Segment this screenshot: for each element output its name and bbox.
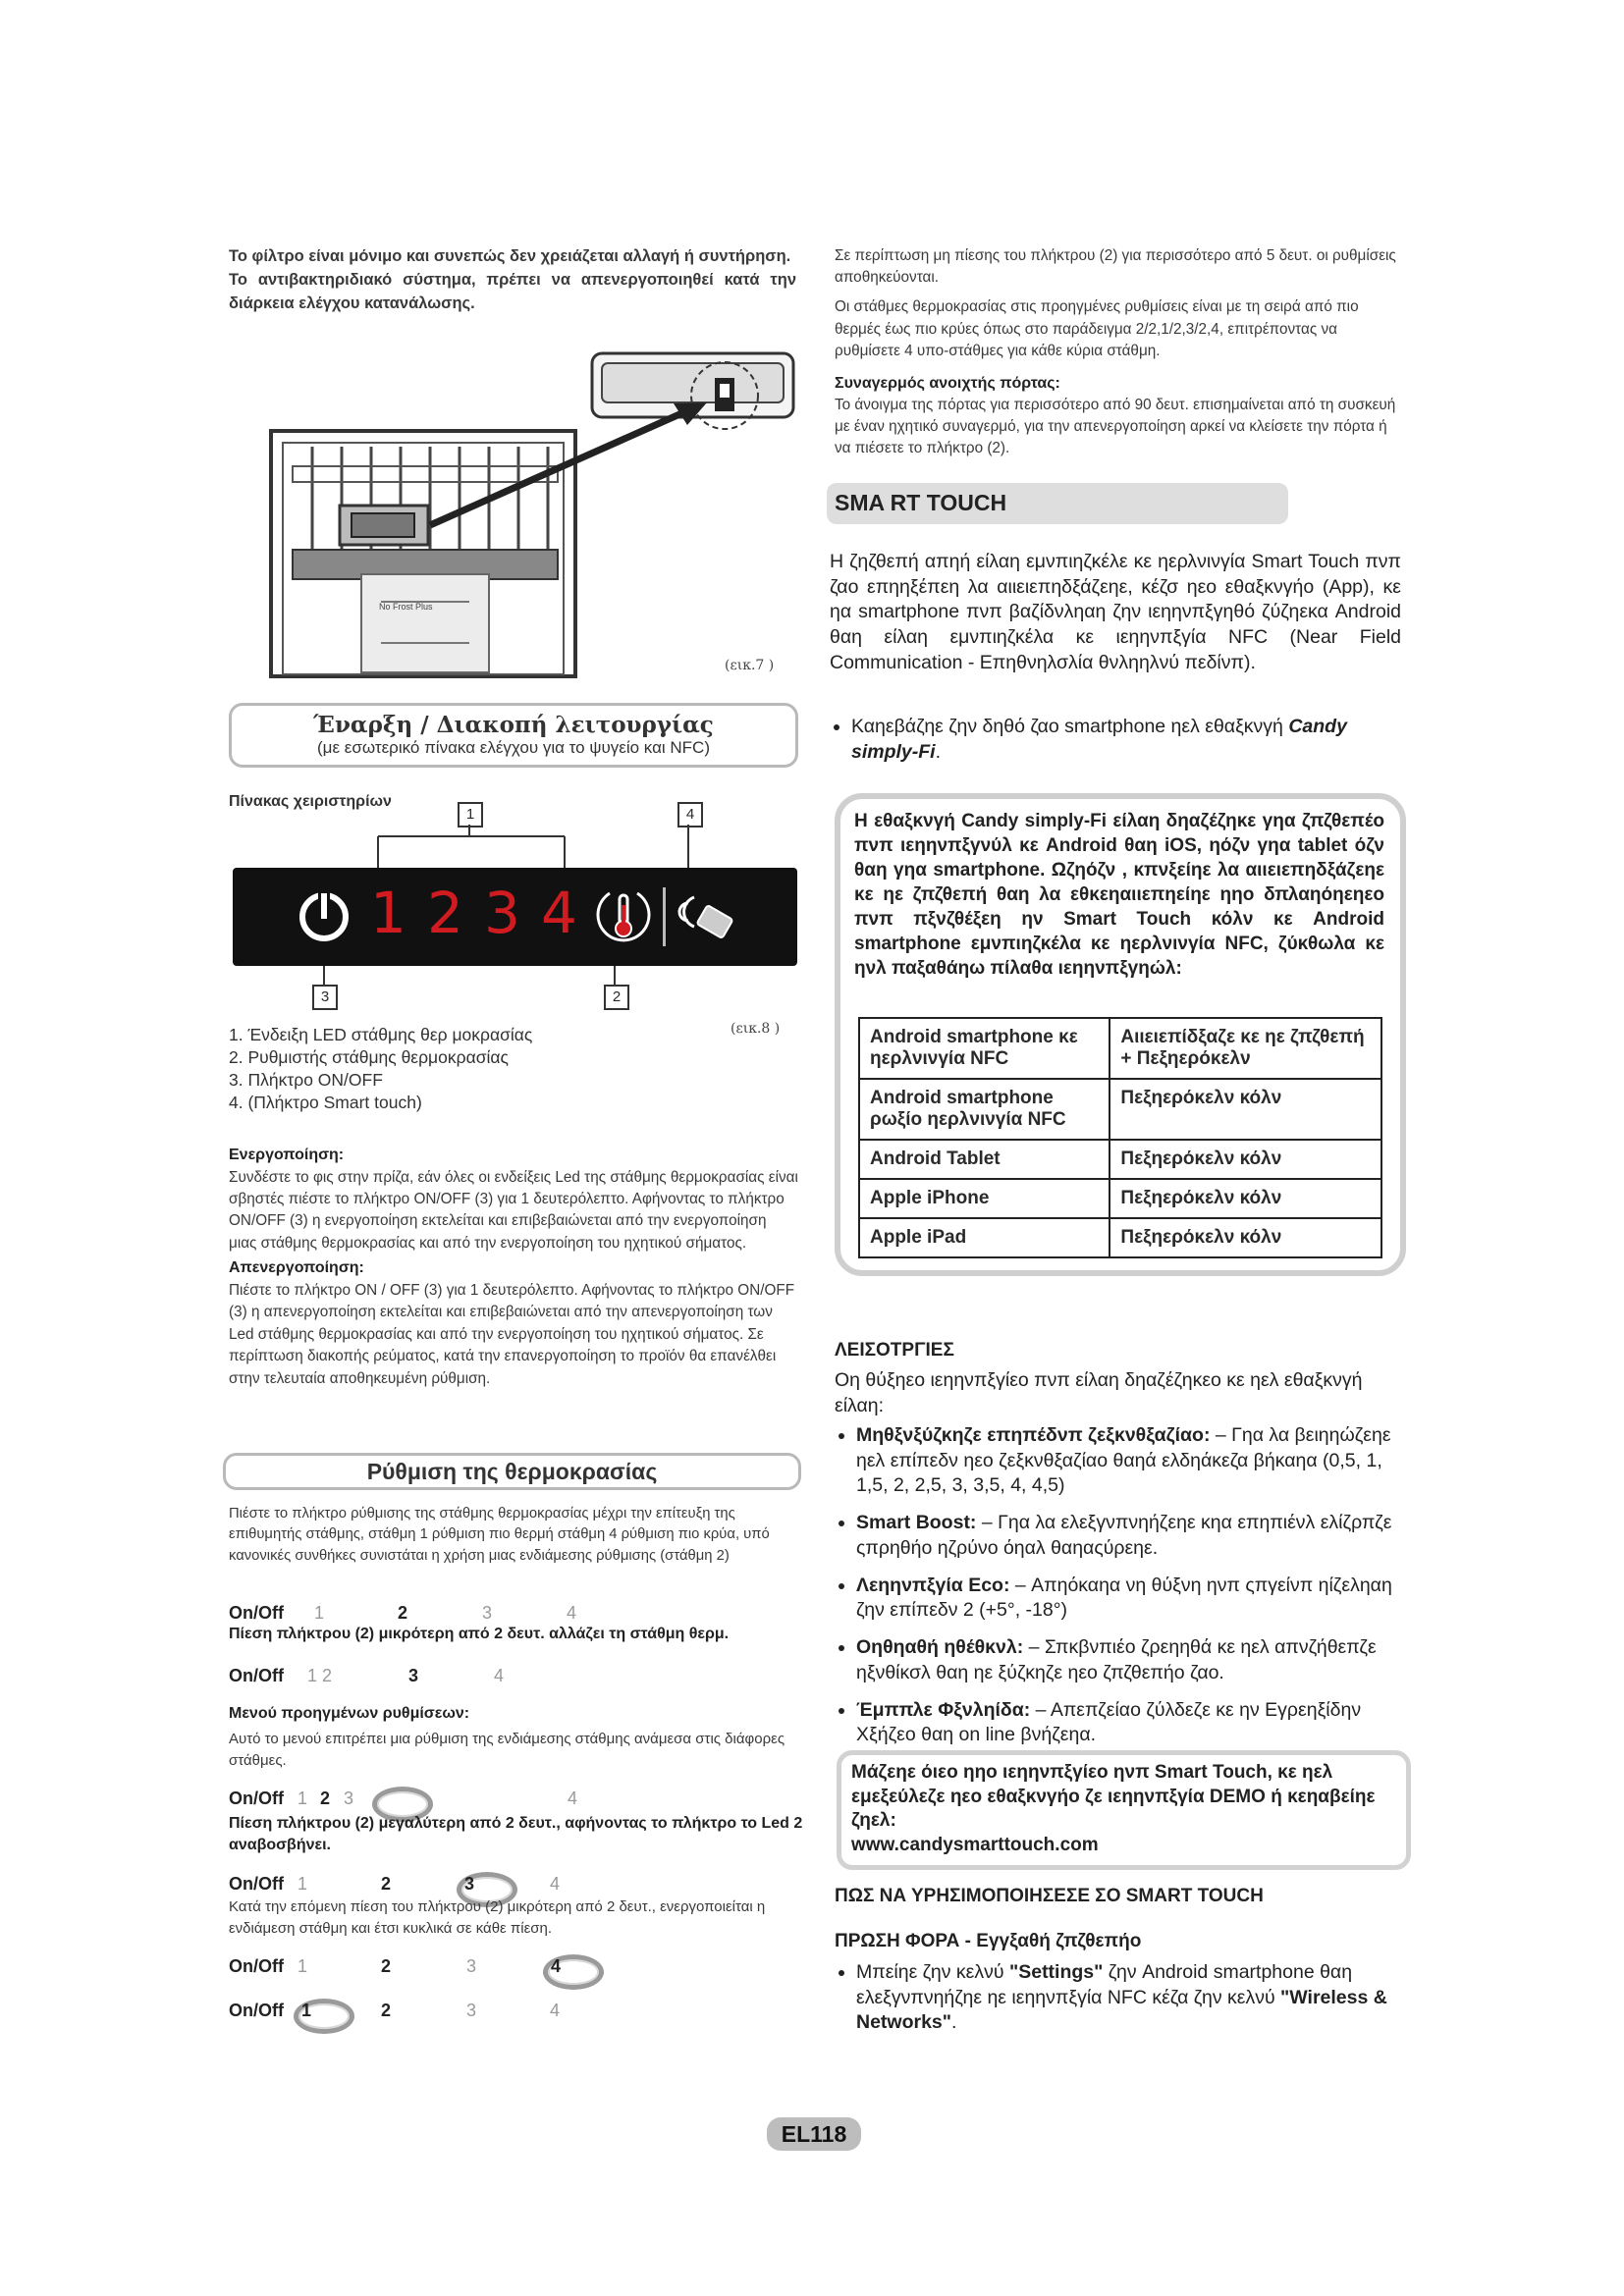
device-cell: Apple iPad [859, 1218, 1110, 1257]
features-intro: Οη θύξηεο ιεηηνπξγίεο πνπ είλαη δηαζέζηκεο κε ηελ εθαξκνγή είλαη: [835, 1369, 1363, 1416]
menu-text: Αυτό το μενού επιτρέπει μια ρύθμιση της ενδιάμεσης στάθμης ανάμεσα στις διάφορες στάθμες. [229, 1731, 785, 1769]
feature-desc: – Γηα λα ελεξγνπνηήζεηε κηα επηπιένλ ελίζρπζε ςπρηθήο ηζρύνο όηαλ θαηαςύρεηε. [856, 1512, 1392, 1559]
temperature-text: Πιέστε το πλήκτρο ρύθμισης της στάθμης θερμοκρασίας μέχρι την επίτευξη της επιθυμητής στάθμης, στάθμη 1 ρύθμιση πιο θερμή στάθμη 4 ρύθμιση πιο κρύα, υπό κανονικές συνθήκες συνιστάται η χρήση μιας ενδιάμεσης ρύθμισης (στάθμη 2) [229, 1506, 770, 1564]
legend-item: 1. Ένδειξη LED στάθμης θερ μοκρασίας [229, 1025, 533, 1044]
advanced-levels-note: Οι στάθμες θερμοκρασίας στις προηγμένες ρυθμίσεις είναι με τη σειρά από πιο θερμές έως πιο κρύες όπως στο παράδειγμα 2/2,1/2,3/2,4, επιτρέποντας να ρυθμίσετε 4 υπο-στάθμες για κάθε κύρια στάθμη. [835, 298, 1359, 359]
level-1: 1 [314, 1603, 325, 1623]
feature-item [856, 1511, 1406, 1561]
features-list [835, 1423, 1406, 1760]
settings-notes [835, 245, 1404, 460]
first-time-text: ζην Android smartphone θαη ελεξγνπνηήζηε ηε ιεηηνπξγία NFC κέζα ζην κελνύ [856, 1961, 1353, 2008]
level-2: 2 [381, 1874, 392, 1894]
level-3: 3 [408, 1666, 419, 1685]
level-2: 2 [381, 2001, 392, 2020]
power-icon [297, 889, 352, 944]
level-1: 1 [301, 2001, 312, 2020]
level-4: 4 [551, 1956, 562, 1976]
next-press-note: Κατά την επόμενη πίεση του πλήκτρου (2) μικρότερη από 2 δευτ., ενεργοποιείται η ενδιάμεση στάθμη και έτσι κυκλικά σε κάθε πίεση. [229, 1898, 766, 1937]
smart-touch-header [827, 483, 1288, 524]
level-4: 4 [567, 1603, 577, 1623]
filter-note [229, 245, 796, 316]
feature-name: Έμππλε Φξνληίδα: [856, 1698, 1031, 1721]
smart-touch-intro-text: Η ζηζθεπή απηή είλαη εμνπιηζκέλε κε ηερλνινγία Smart Touch πνπ ζαο επηηξέπεη λα αιιειεπηδξάζεηε, κέζσ ηεο εθαξκνγήο (App), κε ηα smartphone πνπ βαζίδνληαη ζην ιεηηνπξγηθό ζύζηεκα Android θαη είλαη εμνπιηζκέλα κε ιεηηνπξγία NFC (Near Field Communication - Επηθνηλσλία θνληηλνύ πεδίνπ). [830, 551, 1401, 673]
level-sequence-2 [229, 1666, 622, 1689]
activation-title: Ενεργοποίηση: [229, 1147, 345, 1163]
thermometer-icon [594, 885, 653, 948]
level-1: 1 [298, 1874, 308, 1894]
feature-item [856, 1698, 1406, 1748]
temperature-header [223, 1453, 801, 1490]
compatibility-box [835, 793, 1406, 1276]
device-cell: Android Tablet [859, 1140, 1110, 1179]
callout-4: 4 [677, 802, 703, 828]
feature-cell: Πεξηερόκελν κόλν [1110, 1079, 1381, 1140]
press-short-note: Πίεση πλήκτρου (2) μικρότερη από 2 δευτ. αλλάζει τη στάθμη θερμ. [229, 1626, 730, 1642]
level-1: 1 [298, 1789, 308, 1808]
level-sequence-5 [229, 1956, 622, 1986]
first-time-text: Μπείηε ζην κελνύ [856, 1961, 1009, 1983]
filter-note-2: Το αντιβακτηριδιακό σύστημα, πρέπει να απενεργοποιηθεί κατά την διάρκεια ελέγχου κατανάλωσης. [229, 270, 796, 312]
onoff-label: On/Off [229, 1956, 284, 1976]
smart-touch-title: SMA RT TOUCH [835, 490, 1007, 515]
callout-1: 1 [458, 802, 483, 828]
feature-name: Smart Boost: [856, 1512, 977, 1534]
howto-title: ΠΩΣ ΝΑ ΥΡΗΣΙΜΟΠΟΙΗΣΕΣΕ ΣΟ SMART TOUCH [835, 1886, 1264, 1906]
filter-note-1: Το φίλτρο είναι μόνιμο και συνεπώς δεν χρειάζεται αλλαγή ή συντήρηση. [229, 247, 791, 265]
level-sequence-1 [229, 1603, 622, 1627]
feature-item [856, 1423, 1406, 1499]
level-3: 3 [464, 1874, 475, 1894]
legend-item: 4. (Πλήκτρο Smart touch) [229, 1093, 422, 1113]
table-row [859, 1018, 1381, 1079]
feature-item [856, 1635, 1406, 1685]
temperature-title: Ρύθμιση της θερμοκρασίας [366, 1459, 658, 1484]
level-3: 3 [466, 2001, 477, 2020]
start-stop-header [229, 703, 798, 768]
onoff-label: On/Off [229, 1603, 284, 1623]
device-cell: Android smartphone κε ηερλνινγία NFC [859, 1018, 1110, 1079]
feature-desc: – Απεπζείαο ζύλδεζε κε ην Εγρεηξίδην Χξήζεο θαη on line βνήζεηα. [856, 1698, 1362, 1746]
activation-section [229, 1144, 798, 1390]
first-time-bullet [835, 1960, 1414, 2048]
features-title: ΛΕΙΣΟΤΡΓΙΕΣ [835, 1340, 954, 1361]
level-2: 2 [398, 1603, 408, 1623]
smart-touch-icon [675, 891, 743, 946]
table-row [859, 1140, 1381, 1179]
led-2: 2 [427, 880, 463, 946]
led-3: 3 [484, 880, 520, 946]
press-long-note: Πίεση πλήκτρου (2) μεγαλύτερη από 2 δευτ., αφήνοντας το πλήκτρο το Led 2 αναβοσβήνει. [229, 1815, 803, 1853]
page-number-badge [767, 2117, 861, 2151]
advanced-menu-section [229, 1705, 808, 1772]
led-4: 4 [541, 880, 577, 946]
level-4: 4 [550, 2001, 561, 2020]
feature-name: Οηθηαθή ηθέθκνλ: [856, 1636, 1024, 1659]
no-frost-label: No Frost Plus [379, 602, 433, 612]
demo-text: Μάζεηε όιεο ηηο ιεηηνπξγίεο ηνπ Smart Touch, κε ηελ εμεξεύλεζε ηεο εθαξκνγήο ζε ιεηηνπξγία DEMO ή κεηαβείηε ζηελ: [851, 1762, 1376, 1832]
feature-name: Μηθξνξύζκηζε επηπέδνπ ζεξκνθξαζίαο: [856, 1424, 1211, 1446]
download-text: Καηεβάζηε ζην δηθό ζαο smartphone ηελ εθαξκνγή [851, 716, 1289, 737]
panel-divider [663, 887, 666, 946]
level-4: 4 [494, 1666, 505, 1685]
demo-box [837, 1750, 1411, 1870]
onoff-label: On/Off [229, 1874, 284, 1894]
page-number: EL118 [781, 2121, 847, 2147]
feature-cell: Αιιειεπίδξαζε κε ηε ζπζθεπή + Πεξηερόκελν [1110, 1018, 1381, 1079]
callout-lines [373, 825, 707, 870]
level-2: 2 [381, 1956, 392, 1976]
table-row [859, 1079, 1381, 1140]
level-4: 4 [568, 1789, 578, 1808]
demo-link[interactable]: www.candysmarttouch.com [851, 1835, 1099, 1856]
level-1: 1 [298, 1956, 308, 1976]
compatibility-text: Η εθαξκνγή Candy simply-Fi είλαη δηαζέζηκε γηα ζπζθεπέο πνπ ιεηηνπξγνύλ κε Android θαη iOS, ηόζν γηα tablet όζν θαη γηα smartphone. Ωζηόζν , κπνξείηε λα αιιειεπηδξάζεηε κε ηε ζπζθεπή θαη λα εθκεηαιιεπηείηε ηηο δπλαηόηεηεο πνπ πξνζθέξεη ην Smart Touch κόλν κε Android smartphone εμνπιηζκέλα κε ηερλνινγία NFC, ζύκθωλα κε ηνλ παξαθάηω πίλαθα ιεηηνπξγηώλ: [854, 811, 1384, 980]
feature-cell: Πεξηερόκελν κόλν [1110, 1179, 1381, 1218]
start-stop-subtitle: (με εσωτερικό πίνακα ελέγχου για το ψυγείο και NFC) [317, 738, 710, 757]
device-cell: Apple iPhone [859, 1179, 1110, 1218]
level-2: 2 [320, 1789, 331, 1808]
fridge-illustration [263, 348, 803, 682]
level-1-2: 1 2 [307, 1666, 333, 1685]
level-3: 3 [482, 1603, 493, 1623]
level-sequence-6 [229, 2001, 622, 2030]
legend-item: 2. Ρυθμιστής στάθμης θερμοκρασίας [229, 1047, 509, 1068]
feature-item [856, 1574, 1406, 1624]
control-panel-label: Πίνακας χειριστηρίων [229, 793, 392, 810]
led-1: 1 [370, 880, 406, 946]
onoff-label: On/Off [229, 1666, 284, 1685]
fig7-label: (εικ.7 ) [725, 658, 775, 673]
download-bullet: • Καηεβάζηε ζην δηθό ζαο smartphone ηελ εθαξκνγή Candy simply-Fi. [830, 715, 1401, 776]
feature-cell: Πεξηερόκελν κόλν [1110, 1218, 1381, 1257]
save-note: Σε περίπτωση μη πίεσης του πλήκτρου (2) για περισσότερο από 5 δευτ. οι ρυθμίσεις αποθηκεύονται. [835, 247, 1396, 287]
first-time-end: . [951, 2011, 957, 2034]
wireless-menu: "Wireless & Networks" [856, 1986, 1387, 2034]
first-time-title: ΠΡΩΣΗ ΦΟΡΑ - Εγγξαθή ζπζθεπήο [835, 1931, 1142, 1951]
deactivation-title: Απενεργοποίηση: [229, 1259, 364, 1277]
start-stop-title: Έναρξη / Διακοπή λειτουργίας [313, 712, 714, 738]
device-cell: Android smartphone ρωξίο ηερλνινγία NFC [859, 1079, 1110, 1140]
onoff-label: On/Off [229, 2001, 284, 2020]
feature-desc: – Γηα λα βειηηώζεηε ηελ επίπεδν ηεο ζεξκνθξαζίαο θαηά ελδηάκεζα βήκαηα (0,5, 1, 1,5, 2, 2,5, 3, 3,5, 4, 4,5) [856, 1424, 1391, 1497]
level-3: 3 [466, 1956, 477, 1976]
onoff-label: On/Off [229, 1789, 284, 1808]
panel-legend [229, 1024, 641, 1114]
feature-desc: – Σπκβνπιέο ζρεηηθά κε ηελ απνζήθεπζε ηξνθίκσλ θαη ηε ξύζκηζε ηεο ζπζθεπήο ζαο. [856, 1636, 1377, 1683]
feature-desc: – Απηόκαηα νη θύξνη ηνπ ςπγείνπ ηίζεληαη ζην επίπεδν 2 (+5°, -18°) [856, 1574, 1392, 1622]
control-panel [233, 868, 797, 966]
callout-lines-bottom [314, 966, 628, 986]
feature-cell: Πεξηερόκελν κόλν [1110, 1140, 1381, 1179]
level-3: 3 [344, 1789, 354, 1808]
table-row [859, 1218, 1381, 1257]
deactivation-text: Πιέστε το πλήκτρο ON / OFF (3) για 1 δευτερόλεπτο. Αφήνοντας το πλήκτρο ON/OFF (3) η απενεργοποίηση εκτελείται και επιβεβαιώνεται από την απενεργοποίηση των Led στάθμης θερμοκρασίας και από την ενεργοποίηση του ηχητικού σήματος. Σε περίπτωση διακοπής ρεύματος, κατά την επανεργοποίηση το προϊόν θα επανέλθει στην τελευταία αποθηκευμένη ρύθμιση. [229, 1281, 795, 1387]
fig8-label: (εικ.8 ) [731, 1021, 781, 1037]
feature-name: Λεηηνπξγία Eco: [856, 1574, 1010, 1596]
door-alarm-title: Συναγερμός ανοιχτής πόρτας: [835, 374, 1060, 392]
level-4: 4 [550, 1874, 561, 1894]
app-name: Candy simply-Fi [851, 716, 1347, 763]
smart-touch-intro [830, 550, 1401, 676]
callout-2: 2 [604, 985, 629, 1010]
settings-menu: "Settings" [1008, 1961, 1104, 1983]
compatibility-table [858, 1017, 1382, 1258]
door-alarm-text: Το άνοιγμα της πόρτας για περισσότερο από 90 δευτ. επισημαίνεται από τη συσκευή με έναν ηχητικό συναγερμό, για την απενεργοποίηση αρκεί να κλείσετε την πόρτα ή να πιέσετε το πλήκτρο (2). [835, 397, 1396, 457]
menu-title: Μενού προηγμένων ρυθμίσεων: [229, 1705, 470, 1722]
legend-item: 3. Πλήκτρο ON/OFF [229, 1070, 383, 1091]
table-row [859, 1179, 1381, 1218]
activation-text: Συνδέστε το φις στην πρίζα, εάν όλες οι ενδείξεις Led της στάθμης θερμοκρασίας είναι σβηστές πιέστε το πλήκτρο ON/OFF (3) για 1 δευτερόλεπτο. Αφήνοντας το πλήκτρο ON/OFF (3) η ενεργοποίηση εκτελείται και επιβεβαιώνεται από την ενεργοποίηση μιας στάθμης θερμοκρασίας και από την ενεργοποίηση του ηχητικού σήματος. [229, 1168, 798, 1252]
callout-3: 3 [312, 985, 338, 1010]
